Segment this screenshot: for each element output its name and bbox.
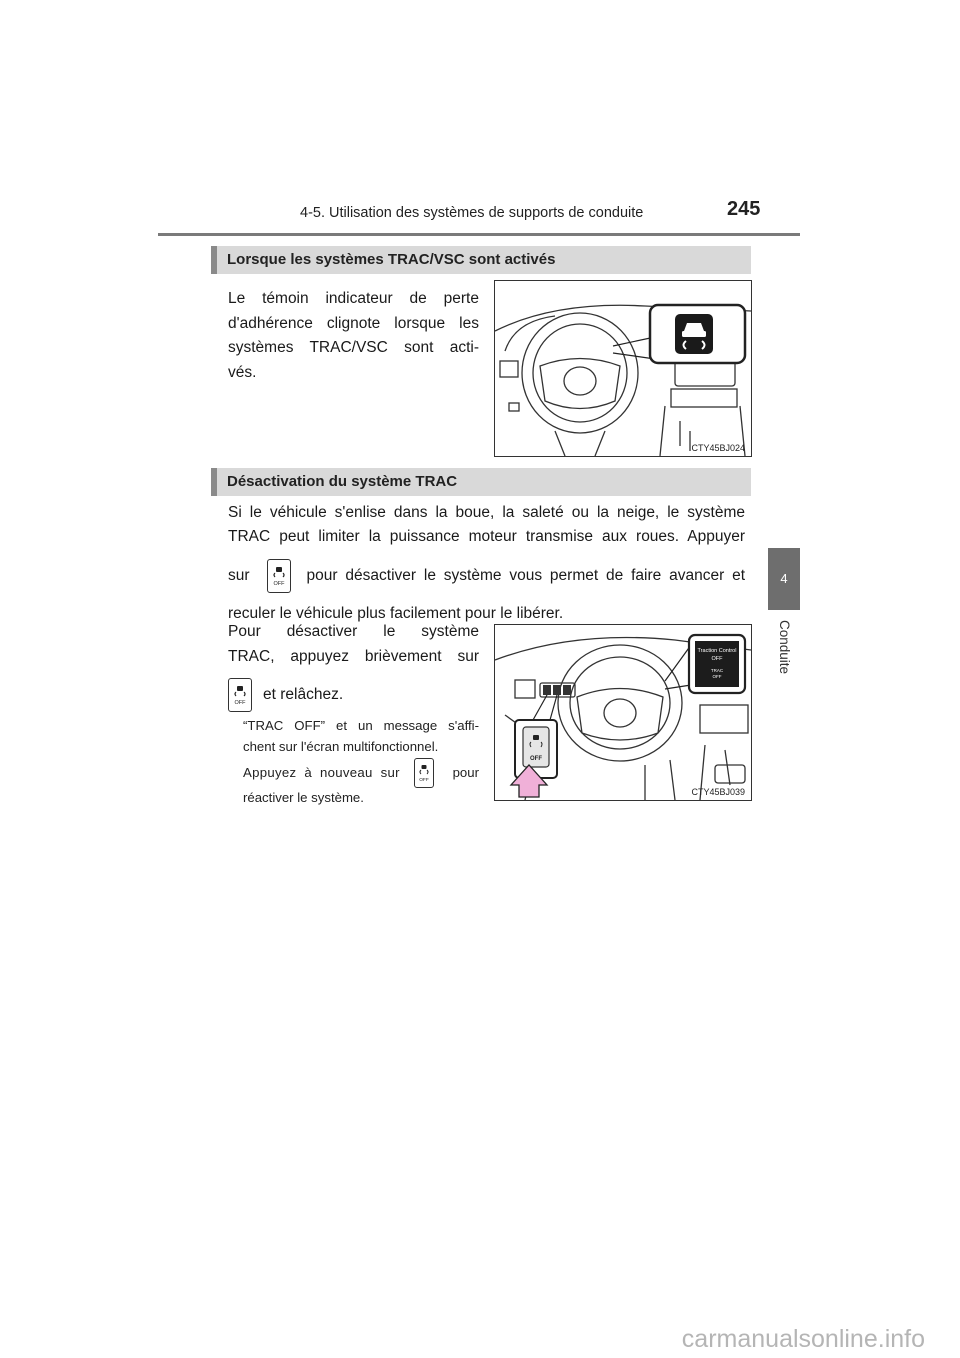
intro-line: reculer le véhicule plus facilement pour le libérer. [228,605,564,622]
section2-step [228,620,479,715]
dashboard-switch-illustration [495,625,751,800]
section1-line: systèmes TRAC/VSC sont acti- [228,339,479,356]
trac-off-button-icon [267,559,291,593]
header-rule [158,233,800,236]
step-line: TRAC, appuyez brièvement sur [228,647,479,665]
figure-trac-off-switch [494,624,752,801]
figure-code: CTY45BJ039 [691,787,745,797]
icon-off-text: OFF [234,700,246,706]
section-heading-trac-off: Désactivation du système TRAC [211,468,751,496]
display-off: OFF [711,656,723,662]
display-title: Traction Control [697,648,737,654]
slip-indicator-icon [675,314,713,354]
switch-cluster [543,685,571,695]
intro-line: TRAC peut limiter la puissance moteur transmise aux roues. Appuyer [228,527,745,545]
chapter-label-text: Conduite [777,620,792,675]
step-line: Pour désactiver le système [228,623,479,640]
note-line: “TRAC OFF” et un message s'affi- [243,718,479,733]
section1-line: Le témoin indicateur de perte [228,290,479,307]
figure-code: CTY45BJ024 [691,443,745,453]
section1-paragraph [228,287,479,385]
note-text-part: Appuyez à nouveau sur [243,764,400,780]
section1-line: vés. [228,363,257,381]
trac-off-button-icon [228,678,252,712]
step-line-with-icon [228,675,479,715]
intro-line: Si le véhicule s'enlise dans la boue, la saleté ou la neige, le système [228,504,745,521]
note-text-part: pour [452,764,479,780]
intro-text-part: pour désactiver le système vous permet de faire avancer et [306,566,745,584]
note-line-with-icon [243,758,479,788]
section-heading-trac-vsc-active: Lorsque les systèmes TRAC/VSC sont activés [211,246,751,274]
display-trac-off: OFF [712,674,722,679]
display-trac: TRAC [710,668,724,673]
trac-off-button-icon [414,758,434,788]
note-line: réactiver le système. [243,790,364,805]
chapter-tab[interactable]: 4 [768,548,800,610]
intro-text-part: sur [228,566,250,584]
icon-off-text: OFF [273,581,285,587]
step-text: et relâchez. [263,685,344,703]
figure-slip-indicator [494,280,752,457]
running-head: 4-5. Utilisation des systèmes de supports de conduite [300,205,644,221]
section1-line: d'adhérence clignote lorsque les [228,314,479,332]
switch-off-text: OFF [530,756,542,762]
note-reactivate [243,758,479,809]
note-line: chent sur l'écran multifonctionnel. [243,738,439,754]
icon-off-text: OFF [419,778,429,783]
chapter-label [774,620,794,678]
section2-intro [228,501,745,627]
note-trac-off-message [243,716,479,757]
intro-line-with-icon [228,556,745,596]
dashboard-illustration [495,281,751,456]
page-number: 245 [727,198,761,220]
watermark: carmanualsonline.info [681,1325,925,1353]
